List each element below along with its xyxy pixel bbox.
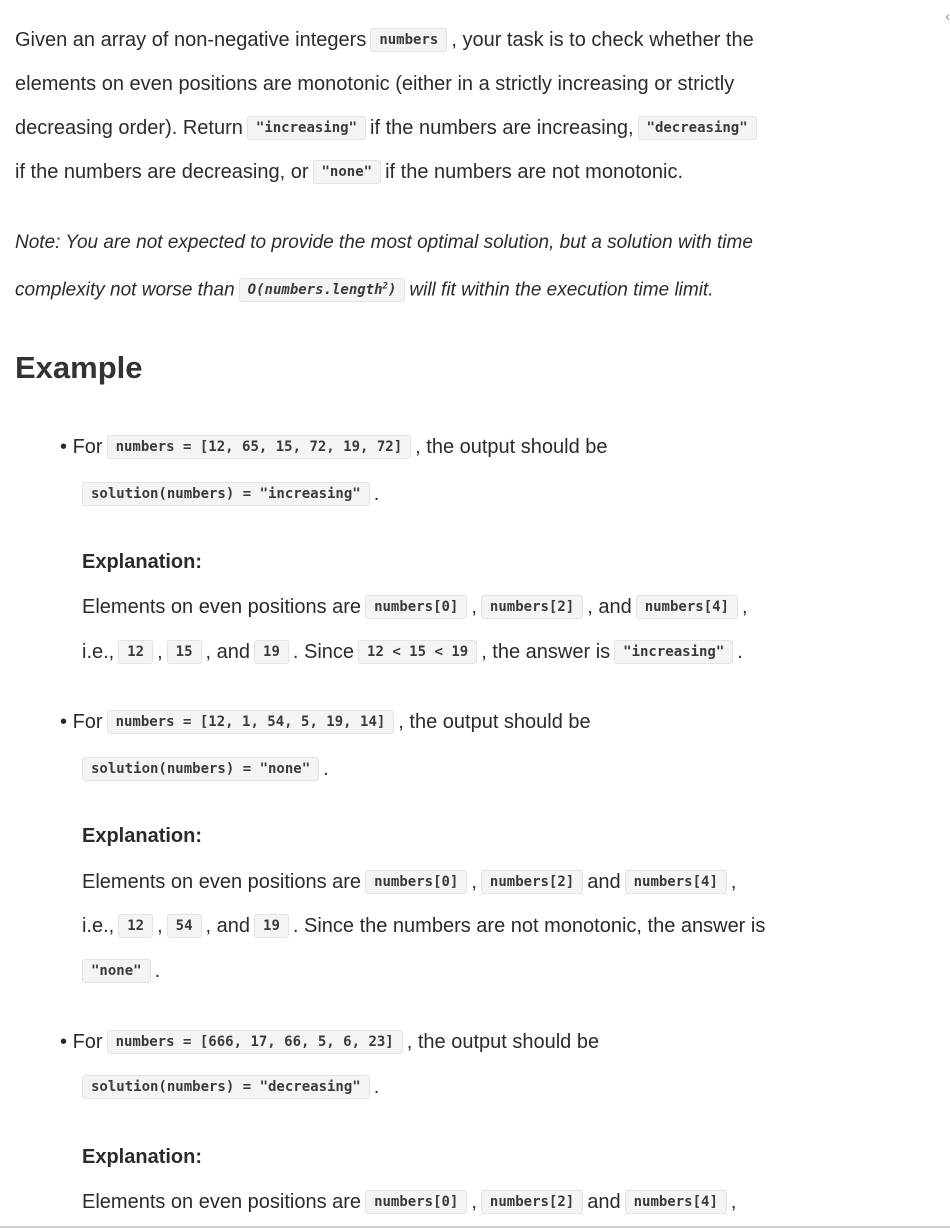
inline-code: 12 bbox=[118, 640, 153, 664]
period-text: . bbox=[323, 758, 329, 780]
example-2-input-line bbox=[60, 708, 591, 736]
explanation-text: i.e., bbox=[82, 915, 115, 937]
code-text: O(numbers.length bbox=[247, 281, 383, 298]
inline-code: solution(numbers) = "none" bbox=[82, 757, 319, 781]
output-text: , the output should be bbox=[398, 711, 591, 733]
inline-code: "decreasing" bbox=[638, 116, 757, 140]
bullet-icon: • bbox=[60, 711, 68, 733]
intro-line-1 bbox=[15, 26, 754, 54]
example-1-input-line bbox=[60, 433, 608, 461]
example-1-explanation-line-2 bbox=[82, 638, 743, 666]
inline-code: "increasing" bbox=[247, 116, 366, 140]
intro-text: Given an array of non-negative integers bbox=[15, 29, 367, 51]
output-text: , the output should be bbox=[415, 436, 608, 458]
inline-code: numbers[0] bbox=[365, 1190, 467, 1214]
intro-text: if the numbers are not monotonic. bbox=[385, 161, 684, 183]
example-1-explanation-label: Explanation: bbox=[82, 551, 203, 573]
inline-code: numbers[0] bbox=[365, 595, 467, 619]
inline-code: numbers[2] bbox=[481, 595, 583, 619]
inline-code: "none" bbox=[82, 959, 151, 983]
inline-code: numbers[0] bbox=[365, 870, 467, 894]
example-2-explanation-label: Explanation: bbox=[82, 825, 203, 847]
code-text: ) bbox=[387, 281, 397, 298]
inline-code: 19 bbox=[254, 640, 289, 664]
explanation-text: , and bbox=[205, 641, 251, 663]
explanation-text: i.e., bbox=[82, 641, 115, 663]
example-3-input-line bbox=[60, 1028, 599, 1056]
intro-text: elements on even positions are monotonic (either in a strictly increasing or strictly bbox=[15, 73, 735, 95]
note-line-1 bbox=[15, 229, 753, 257]
intro-text: , your task is to check whether the bbox=[451, 29, 754, 51]
explanation-text: , the answer is bbox=[481, 641, 611, 663]
intro-text: if the numbers are increasing, bbox=[370, 117, 634, 139]
explanation-text: and bbox=[587, 1191, 621, 1213]
example-2-explanation-line-2 bbox=[82, 912, 765, 940]
inline-code: numbers[2] bbox=[481, 870, 583, 894]
inline-code: 15 bbox=[167, 640, 202, 664]
note-text: Note: You are not expected to provide the most optimal solution, but a solution with time bbox=[15, 232, 753, 253]
explanation-text: , and bbox=[587, 596, 632, 618]
period-text: . bbox=[154, 960, 161, 982]
inline-code: numbers[4] bbox=[636, 595, 738, 619]
for-text: For bbox=[72, 711, 103, 733]
example-3-solution-line bbox=[78, 1073, 379, 1101]
inline-code: 19 bbox=[254, 914, 289, 938]
inline-code: numbers = [12, 65, 15, 72, 19, 72] bbox=[107, 435, 412, 459]
explanation-text: . Since the numbers are not monotonic, the answer is bbox=[292, 915, 766, 937]
period-text: . bbox=[373, 1076, 380, 1098]
for-text: For bbox=[72, 436, 103, 458]
period-text: . bbox=[737, 641, 743, 663]
comma-text: , bbox=[471, 1191, 477, 1213]
output-text: , the output should be bbox=[406, 1031, 600, 1053]
explanation-text: , and bbox=[205, 915, 251, 937]
code-superscript: 2 bbox=[382, 281, 388, 291]
bullet-icon: • bbox=[60, 1031, 68, 1053]
example-1-explanation-line-1 bbox=[82, 593, 748, 621]
inline-code: numbers bbox=[370, 28, 447, 52]
inline-code: numbers = [12, 1, 54, 5, 19, 14] bbox=[107, 710, 395, 734]
example-3-explanation-line-1 bbox=[82, 1188, 736, 1216]
comma-text: , bbox=[157, 915, 163, 937]
inline-code: 12 < 15 < 19 bbox=[358, 640, 477, 664]
inline-code: "increasing" bbox=[614, 640, 733, 664]
comma-text: , bbox=[157, 641, 163, 663]
inline-code: numbers[2] bbox=[481, 1190, 583, 1214]
inline-code: 54 bbox=[167, 914, 202, 938]
explanation-text: Elements on even positions are bbox=[82, 1191, 362, 1213]
intro-text: decreasing order). Return bbox=[15, 117, 243, 139]
note-text: will fit within the execution time limit. bbox=[409, 279, 714, 301]
intro-text: if the numbers are decreasing, or bbox=[15, 161, 309, 183]
explanation-text: . Since bbox=[292, 641, 355, 663]
intro-line-4 bbox=[15, 158, 683, 186]
intro-line-3 bbox=[15, 114, 761, 142]
example-2-explanation-line-1 bbox=[82, 868, 736, 896]
bullet-icon: • bbox=[60, 436, 68, 458]
scroll-indicator-icon: ‹ bbox=[945, 8, 950, 24]
comma-text: , bbox=[742, 596, 748, 618]
example-3-explanation-label: Explanation: bbox=[82, 1146, 203, 1168]
inline-code: 12 bbox=[118, 914, 153, 938]
comma-text: , bbox=[730, 1191, 737, 1213]
example-1-solution-line bbox=[78, 480, 379, 508]
inline-code: numbers = [666, 17, 66, 5, 6, 23] bbox=[107, 1030, 403, 1054]
inline-code: numbers[4] bbox=[625, 1190, 727, 1214]
explanation-text: and bbox=[587, 871, 621, 893]
comma-text: , bbox=[471, 596, 477, 618]
inline-code: numbers[4] bbox=[625, 870, 727, 894]
inline-code bbox=[239, 278, 406, 302]
example-2-explanation-line-3 bbox=[78, 957, 160, 985]
for-text: For bbox=[72, 1031, 103, 1053]
intro-line-2 bbox=[15, 70, 734, 98]
inline-code: "none" bbox=[313, 160, 382, 184]
example-heading: Example bbox=[15, 350, 143, 385]
explanation-text: Elements on even positions are bbox=[82, 871, 362, 893]
comma-text: , bbox=[471, 871, 477, 893]
note-text: complexity not worse than bbox=[15, 279, 235, 301]
period-text: . bbox=[373, 483, 380, 505]
note-line-2 bbox=[15, 272, 714, 305]
explanation-text: Elements on even positions are bbox=[82, 596, 362, 618]
example-2-solution-line bbox=[78, 755, 329, 783]
inline-code: solution(numbers) = "increasing" bbox=[82, 482, 370, 506]
inline-code: solution(numbers) = "decreasing" bbox=[82, 1075, 370, 1099]
comma-text: , bbox=[730, 871, 737, 893]
